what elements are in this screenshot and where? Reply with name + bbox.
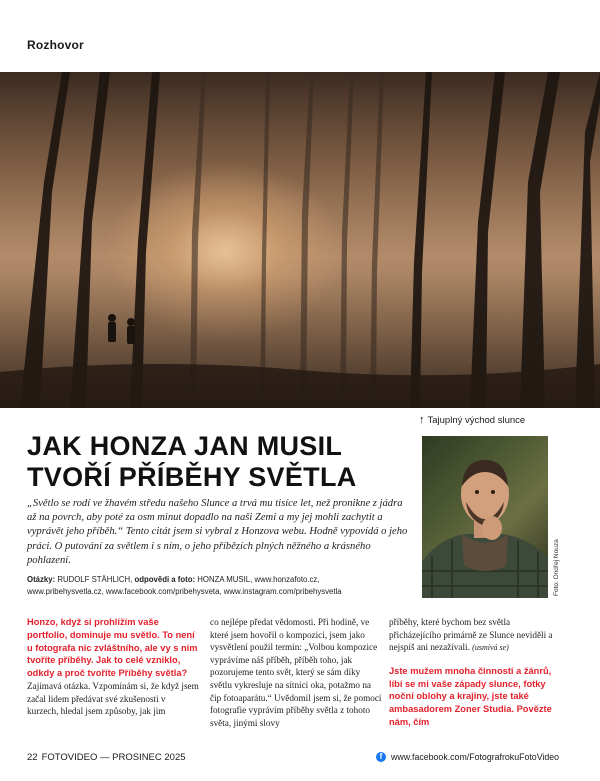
headline-line-2: TVOŘÍ PŘÍBĚHY SVĚTLA	[27, 462, 357, 492]
column-3-body: příběhy, které bychom bez světla přicházejícího primárně ze Slunce neviděli a nejspíš ani nezažívali.	[389, 617, 553, 653]
hero-photo	[0, 72, 600, 408]
portrait-illustration	[422, 436, 548, 598]
column-3-text	[389, 616, 561, 655]
facebook-icon: f	[376, 752, 386, 762]
article-credits	[27, 574, 422, 597]
column-1-text: Zajímavá otázka. Vzpomínám si, že když jsem začal lidem předávat své zkušenosti v kurzech, hledal jsem způsoby, jak jim	[27, 680, 199, 717]
page-number: 22	[27, 752, 38, 763]
questions-label: Otázky:	[27, 575, 56, 584]
links-line-2[interactable]: www.pribehysvetla.cz, www.facebook.com/pribehysveta, www.instagram.com/pribehysvetla	[27, 586, 342, 596]
portrait-photo	[422, 436, 548, 598]
column-3-note: (usmívá se)	[472, 643, 509, 653]
answers-name: HONZA MUSIL,	[197, 575, 253, 584]
lead-paragraph: „Světlo se rodí ve žhavém středu našeho Slunce a trvá mu tisíce let, než pronikne z jádra až na povrch, aby poté za osm minut dopadlo na naši Zemi a my jej mohli zachytit a vyprávět jeho příběh.“ Tento citát jsem si vybral z Honzova webu. Hodně vypovídá o jeho práci. O putování za světlem i s ním, o jeho příbězích plných něžného a krásného pohlazení.	[27, 498, 408, 566]
facebook-url[interactable]: www.facebook.com/FotografrokuFotoVideo	[391, 752, 560, 762]
page-footer	[27, 752, 186, 763]
column-2	[210, 616, 382, 729]
answers-label: odpovědi a foto:	[134, 575, 196, 584]
article-headline	[27, 431, 357, 493]
column-2-text: co nejlépe předat vědomosti. Při hodině, ve které jsem hovořil o kompozici, jsem jako vysvětlení použil termín: „Volbou kompozice vyprávíme náš příběh, příběh toho, jak pozorujeme tento svět, který se sám díky světlu vykresluje na sítnici oka, potažmo na čip fotoaparátu.“ Uvědomil jsem si, že pomocí fotografie vyprávím příběhy světla z tohoto světa, jinými slovy	[210, 617, 382, 728]
facebook-link[interactable]	[376, 752, 559, 762]
magazine-issue: FOTOVIDEO — PROSINEC 2025	[41, 752, 186, 763]
photo-credit: Foto: Ondřej Nouza	[553, 539, 560, 596]
links-line-1[interactable]: www.honzafoto.cz,	[254, 575, 320, 584]
section-label: Rozhovor	[27, 38, 84, 52]
column-1	[27, 616, 199, 718]
hero-caption	[419, 414, 525, 426]
hero-caption-text: Tajuplný východ slunce	[427, 415, 526, 426]
questions-name: RUDOLF STÄHLICH,	[57, 575, 133, 584]
forest-illustration	[0, 72, 600, 408]
interview-question-1: Honzo, když si prohlížím vaše portfolio, dominuje mu světlo. To není u fotografa nic zvláštního, ale vy s ním tvoříte příběhy. Jak to celé vzniklo, odkdy a proč tvoříte Příběhy světla?	[27, 617, 198, 679]
headline-line-1: JAK HONZA JAN MUSIL	[27, 431, 343, 461]
column-3	[389, 616, 561, 729]
arrow-up-icon: ↑	[419, 414, 425, 426]
interview-question-2: Jste mužem mnoha činností a žánrů, líbí se mi vaše západy slunce, fotky noční oblohy a krajiny, jste také ambasadorem Zoner Studia. Povězte nám, čím	[389, 665, 552, 727]
